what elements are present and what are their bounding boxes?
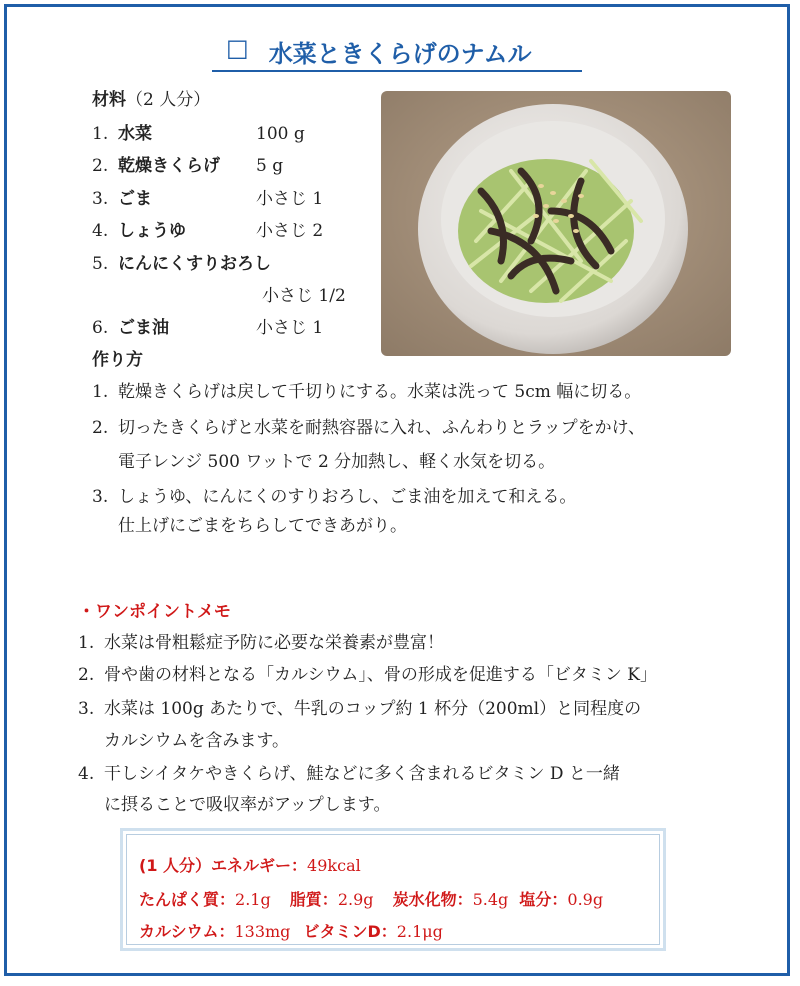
carb-value: 5.4g bbox=[472, 890, 509, 909]
energy-value: 49kcal bbox=[307, 856, 361, 875]
vitamin-d-label: ビタミンD： bbox=[303, 922, 397, 941]
step-text: 仕上げにごまをちらしてできあがり。 bbox=[118, 516, 407, 536]
ingredient-name: ごま bbox=[118, 189, 152, 209]
step-number: 3. bbox=[92, 487, 109, 507]
salt-label: 塩分： bbox=[519, 890, 568, 909]
memo-number: 2. bbox=[78, 665, 95, 685]
ingredient-number: 2. bbox=[92, 156, 109, 176]
checkbox-icon: □ bbox=[226, 34, 249, 62]
nutrition-minerals-line bbox=[139, 919, 443, 942]
ingredient-amount: 小さじ 1 bbox=[256, 189, 324, 209]
step-number: 2. bbox=[92, 418, 109, 438]
calcium-value: 133mg bbox=[234, 922, 291, 941]
ingredient-name: にんにくすりおろし bbox=[118, 254, 271, 274]
memo-number: 3. bbox=[78, 699, 95, 719]
step-text: しょうゆ、にんにくのすりおろし、ごま油を加えて和える。 bbox=[118, 487, 577, 507]
protein-value: 2.1g bbox=[235, 890, 271, 909]
ingredient-number: 1. bbox=[92, 124, 109, 144]
energy-label: エネルギー： bbox=[211, 856, 308, 875]
vitamin-d-value: 2.1μg bbox=[396, 922, 443, 941]
ingredient-number: 5. bbox=[92, 254, 109, 274]
ingredient-name: しょうゆ bbox=[118, 221, 186, 241]
ingredient-number: 6. bbox=[92, 318, 109, 338]
nutrition-box bbox=[120, 828, 666, 951]
fat-value: 2.9g bbox=[337, 890, 374, 909]
step-text: 電子レンジ 500 ワットで 2 分加熱し、軽く水気を切る。 bbox=[118, 452, 556, 472]
salt-value: 0.9g bbox=[567, 890, 604, 909]
step-number: 1. bbox=[92, 382, 109, 402]
serving-label: (1 人分） bbox=[139, 856, 212, 875]
memo-heading: ・ワンポイントメモ bbox=[78, 602, 231, 622]
memo-number: 4. bbox=[78, 764, 95, 784]
recipe-title bbox=[212, 30, 582, 72]
protein-label: たんぱく質： bbox=[139, 890, 236, 909]
method-heading: 作り方 bbox=[92, 350, 143, 370]
calcium-label: カルシウム： bbox=[139, 922, 235, 941]
ingredient-number: 3. bbox=[92, 189, 109, 209]
ingredient-amount: 小さじ 1/2 bbox=[262, 286, 346, 306]
ingredient-name: 乾燥きくらげ bbox=[118, 156, 220, 176]
namul-photo-illustration bbox=[381, 91, 731, 356]
fat-label: 脂質： bbox=[289, 890, 338, 909]
servings-text: （2 人分） bbox=[126, 90, 211, 110]
step-text: 切ったきくらげと水菜を耐熱容器に入れ、ふんわりとラップをかけ、 bbox=[118, 418, 645, 438]
recipe-title-text: 水菜ときくらげのナムル bbox=[268, 40, 532, 68]
memo-text: 干しシイタケやきくらげ、鮭などに多く含まれるビタミン D と一緒 bbox=[104, 764, 620, 784]
ingredient-amount: 小さじ 1 bbox=[256, 318, 324, 338]
memo-number: 1. bbox=[78, 633, 95, 653]
carb-label: 炭水化物： bbox=[392, 890, 473, 909]
step-text: 乾燥きくらげは戻して千切りにする。水菜は洗って 5cm 幅に切る。 bbox=[118, 382, 642, 402]
nutrition-energy-line bbox=[139, 853, 361, 876]
ingredients-heading-text: 材料 bbox=[92, 90, 126, 110]
memo-text: カルシウムを含みます。 bbox=[104, 731, 290, 751]
ingredient-amount: 小さじ 2 bbox=[256, 221, 324, 241]
memo-text: 骨や歯の材料となる「カルシウム」、骨の形成を促進する「ビタミン K」 bbox=[104, 665, 658, 685]
ingredient-name: 水菜 bbox=[118, 124, 152, 144]
nutrition-macros-line bbox=[139, 887, 603, 910]
memo-text: 水菜は 100g あたりで、牛乳のコップ約 1 杯分（200ml）と同程度の bbox=[104, 699, 642, 719]
bowl-of-namul-photo bbox=[381, 91, 731, 356]
memo-text: 水菜は骨粗鬆症予防に必要な栄養素が豊富！ bbox=[104, 633, 444, 653]
ingredient-amount: 5 g bbox=[256, 156, 284, 176]
memo-text: に摂ることで吸収率がアップします。 bbox=[104, 795, 391, 815]
ingredient-amount: 100 g bbox=[256, 124, 305, 144]
ingredient-name: ごま油 bbox=[118, 318, 169, 338]
ingredient-number: 4. bbox=[92, 221, 109, 241]
ingredients-heading bbox=[92, 90, 210, 110]
